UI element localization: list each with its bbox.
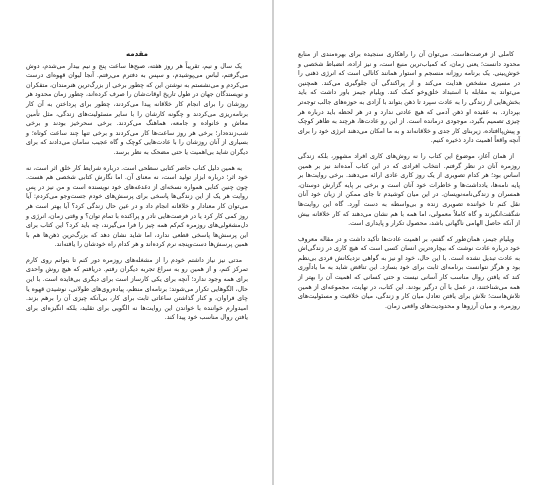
left-page-text (26, 50, 248, 323)
chapter-heading: مقدمه (126, 50, 148, 58)
left-paragraph-3: مدتی نیز نیاز داشتم خودم را از مشغله‌های روزمره دور کنم تا بتوانم روی کارم تمرکز کنم، و از همین رو به سراغ تجربه دیگران رفتم. دریافتم که هیچ روش واحدی برای همه وجود ندارد؛ آنچه برای یکی کارساز است برای دیگری بی‌فایده است. با این حال، الگوهایی تکرار می‌شوند: برنامه‌ای منظم، پیاده‌روی‌های طولانی، نوشیدن قهوه یا چای فراوان، و کنار گذاشتن ساعاتی ثابت برای کار، بی‌آنکه چیزی آن را برهم بزند. امیدوارم خواننده با خواندن این روایت‌ها نه الگویی برای تقلید، بلکه انگیزه‌ای برای یافتن روال مناسب خود پیدا کند. (26, 256, 248, 322)
left-paragraph-2: به همین دلیل کتاب حاضر کتابی سطحی است. درباره شرایط کار خلق اثر است، نه خود اثر؛ درباره ابزار تولید است، نه معنای آن. اما نگارش کتابی شخصی هم هست. چون چنین کتابی همواره نسخه‌ای از دغدغه‌های خود نویسنده است و من نیز در پس روایت هر یک از این زندگی‌ها پاسخی برای پرسش‌های خودم جست‌وجو می‌کردم: آیا می‌توان کار معنادار و خلاقانه انجام داد و در عین حال زندگی کرد؟ آیا بهتر است هر روز کمی کار کرد یا در فرصت‌هایی نادر و پراکنده با تمام توان؟ و وقتی زمان، انرژی و دل‌مشغولی‌های روزمره کم‌کم همه چیز را فرا می‌گیرند، چه باید کرد؟ این کتاب برای این پرسش‌ها پاسخی قطعی ندارد، اما شاید نشان دهد که بزرگ‌ترین ذهن‌ها هم با همین پرسش‌ها دست‌وپنجه نرم کرده‌اند و هر کدام راه خودشان را یافته‌اند. (26, 164, 248, 249)
right-page (274, 0, 546, 485)
right-paragraph-3: ویلیام جیمز، همان‌طور که گفتم، بر اهمیت عادت‌ها تأکید داشت و در مقاله معروف خود درباره عادت نوشت که بیچاره‌ترین انسان کسی است که هیچ کاری در زندگی‌اش به عادت تبدیل نشده است. با این حال، خود او نیز به گواهی نزدیکانش فردی بی‌نظم بود و هرگز نتوانست برنامه‌ای ثابت برای خود بسازد. این تناقض شاید به ما یادآوری کند که یافتن روال مناسب کار آسانی نیست و حتی کسانی که اهمیت آن را بهتر از همه می‌شناختند، در عمل با آن درگیر بودند. این کتاب، در نهایت، مجموعه‌ای از همین تلاش‌هاست؛ تلاش برای یافتن تعادل میان کار و زندگی، میان خلاقیت و مسئولیت‌های روزمره، و میان آرزوها و محدودیت‌های واقعی زمان. (298, 235, 520, 310)
right-paragraph-1: کاملی از فرصت‌هاست. می‌توان آن را راهکاری سنجیده برای بهره‌مندی از منابع محدود دانست؛ یعنی زمان، که کمیاب‌ترین منبع است، و نیز اراده، انضباط شخصی و خوش‌بینی. یک برنامه روزانه منسجم و استوار همانند کانالی است که انرژی ذهنی را در مسیری مشخص هدایت می‌کند و از پراکندگی آن جلوگیری می‌کند. همچنین می‌تواند به مقابله با استبداد خلق‌وخو کمک کند. ویلیام جیمز باور داشت که باید بخش‌هایی از زندگی را به عادت سپرد تا ذهن بتواند با آزادی به حوزه‌های جالب توجه‌تر بپردازد. به عقیده او ذهن آدمی که هیچ عادتی ندارد و در هر لحظه باید درباره هر چیزی تصمیم بگیرد، موجودی درمانده است. از این رو عادت‌ها، هرچند به ظاهر کوچک و پیش‌پاافتاده، زیربنای کار جدی و خلاقانه‌اند و به ما امکان می‌دهند انرژی خود را برای آنچه واقعاً اهمیت دارد ذخیره کنیم. (298, 51, 520, 145)
left-page (0, 0, 272, 485)
left-paragraph-1: یک سال و نیم، تقریباً هر روز هفته، صبح‌ها ساعت پنج و نیم بیدار می‌شدم، دوش می‌گرفتم، لباس می‌پوشیدم، و سپس به دفترم می‌رفتم. آنجا لیوان قهوه‌ای درست می‌کردم و می‌نشستم به نوشتن این که چطور برخی از بزرگ‌ترین هنرمندان، متفکران و نویسندگان جهان در طول تاریخ اوقات‌شان را صرف کرده‌اند، چطور زمان محدود هر روزشان را برای انجام کار خلاقانه پیدا می‌کردند، چطور برای پرداختن به آن کار برنامه‌ریزی می‌کردند و چگونه کارشان را با سایر مسئولیت‌های زندگی، مثل تأمین معاش و خانواده و جامعه، هماهنگ می‌کردند. برخی سحرخیز بودند و برخی شب‌زنده‌دار؛ برخی هر روز ساعت‌ها کار می‌کردند و برخی تنها چند ساعت کوتاه؛ و بسیاری از آنان روزشان را با عادت‌هایی کوچک و گاه عجیب سامان می‌دادند که برای دیگران شاید بی‌اهمیت یا حتی مضحک به نظر برسد. (26, 62, 248, 156)
right-paragraph-2: از همان آغاز، موضوع این کتاب را نه روش‌های کاری افراد مشهور، بلکه زندگی روزمره آنان در نظر گرفتم. انتخاب افرادی که در این کتاب آمده‌اند نیز بر همین اساس بود؛ هر کدام تصویری از یک روز کاری عادی ارائه می‌دهند. برخی روایت‌ها بر پایه نامه‌ها، یادداشت‌ها و خاطرات خود آنان است و برخی بر پایه گزارش دوستان، همسران و زندگی‌نامه‌نویسان. در این میان کوشیدم تا جای ممکن از زبان خود آنان نقل کنم تا خواننده تصویری زنده و بی‌واسطه به دست آورد. گاه این روایت‌ها شگفت‌انگیزند و گاه کاملاً معمولی، اما همه با هم نشان می‌دهند که کار خلاقانه بیش از آنکه حاصل الهامی ناگهانی باشد، محصول تکرار و پایداری است. (298, 152, 520, 228)
right-page-text (298, 50, 520, 311)
